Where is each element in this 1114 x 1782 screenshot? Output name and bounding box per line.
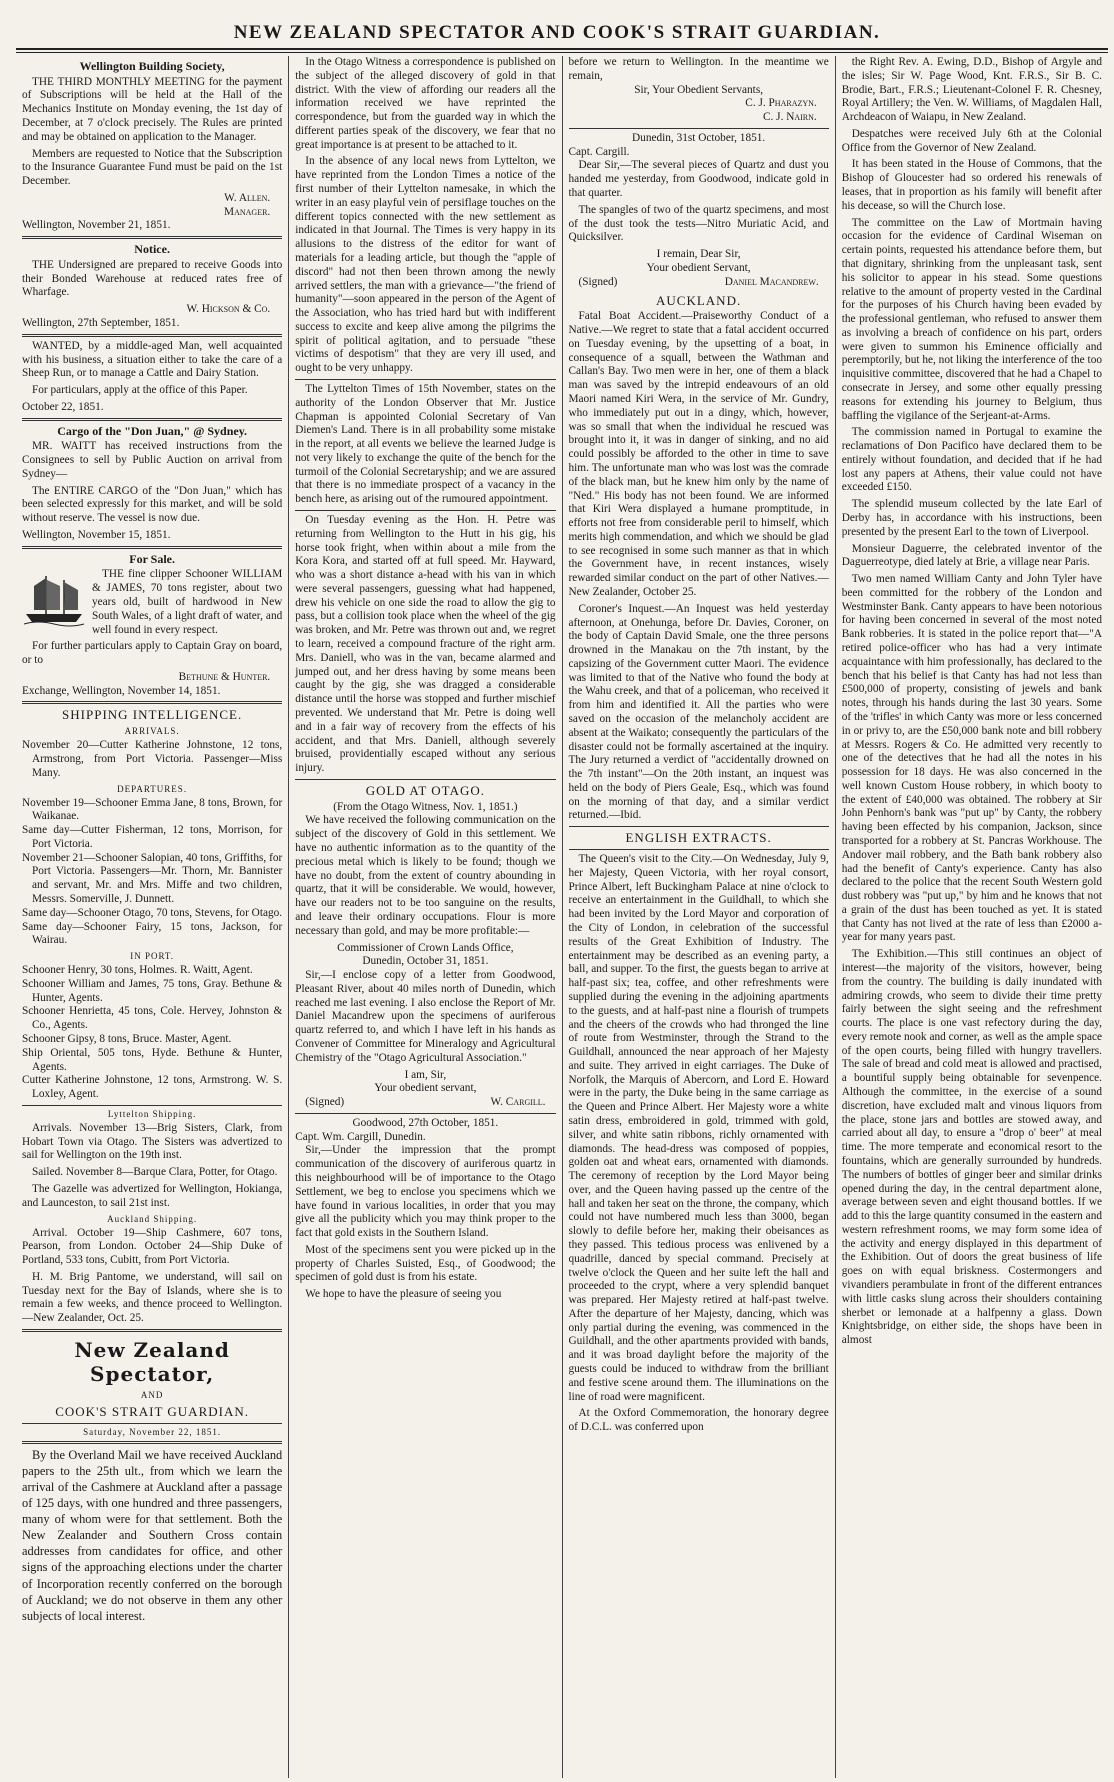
in-port-entry: Cutter Katherine Johnstone, 12 tons, Armstrong. W. S. Loxley, Agent. bbox=[22, 1074, 283, 1101]
ad-wanted-text: WANTED, by a middle-aged Man, well acquainted with his business, a situation either to take the care of a Sheep Run, or to manage a Cattle and Dairy Station. bbox=[22, 339, 283, 380]
divider bbox=[22, 1441, 282, 1444]
article-bishop-gloucester: It has been stated in the House of Commons, that the Bishop of Gloucester had so ordered his renewals of leases, that in proportion as his family will benefit after his decease, so will the Church lose. bbox=[841, 158, 1102, 212]
lyttelton-shipping-heading: Lyttelton Shipping. bbox=[107, 1108, 197, 1119]
article-oxford-degrees: the Right Rev. A. Ewing, D.D., Bishop of Argyle and the isles; Sir W. Page Wood, Knt. F.R.S., Sir B. C. Brodie, Bart., F.R.S.; Lieutenant-Colonel F. R. Chesney, Royal Artillery; the Ven. W. Williams, of Magdalen Hall, Archdeacon of Waiapu, in New Zealand. bbox=[841, 56, 1102, 124]
ad-cargo-title: Cargo of the "Don Juan," @ Sydney. bbox=[57, 423, 248, 438]
macandrew-report: Dear Sir,—The several pieces of Quartz and dust you handed me yesterday, from Goodwood, indicate gold in that quarter. bbox=[568, 159, 829, 200]
column-4 bbox=[836, 56, 1108, 1778]
article-bank-robbery: Two men named William Canty and John Tyler have been committed for the robbery of the London and Westminster Bank. Canty appears to have been notorious for having been concerned in several of the most noted Bank robberies. It is stated in the police report that—"A retired police-officer who has had a very intimate acquaintance with him professionally, has declared to the bench that his belief is that Canty has had not less than £500,000 of property, consisting of jewels and bank notes, through his hands during the last 30 years. Some of the 'trifles' in which Canty was more or less concerned in or privy to, are the £50,000 bank note and bill robbery at Messrs. Rogers & Co. He admitted very recently to one of the detectives that he had all the notes in his possession for 18 days. He was also concerned in the well known Custom House robbery, in which booty to the extent of £40,000 was obtained. The robbery at Sir John Penhorn's bank was "put up" by Canty, the robbery having been effected by his companion, Jackson, since transported for a robbery at St. Pancras Workhouse. The Andover mail robbery, and the Bath bank robbery also had the benefit of Canty's experience. Canty has also declared to the police that the recent South Western gold dust robbery was "put up," by him and he knows that not a grain of the dust has been touched as yet. It is stated that Canty has not lived at the rate of less than £2000 a-year for many years past. bbox=[841, 573, 1102, 944]
ad-cargo-date: Wellington, November 15, 1851. bbox=[22, 528, 171, 541]
article-daguerre: Monsieur Daguerre, the celebrated inventor of the Daguerreotype, died lately at Brie, a village near Paris. bbox=[841, 542, 1102, 569]
ad-signature-role: Manager. bbox=[224, 205, 271, 218]
gold-signature-row bbox=[295, 1096, 555, 1110]
goodwood-letter-2: Most of the specimens sent you were picked up in the property of Charles Suisted, Esq., of Goodwood; the specimen of gold dust is from his estate. bbox=[295, 1243, 556, 1284]
coroners-inquest: Coroner's Inquest.—An Inquest was held yesterday afternoon, at Onehunga, before Dr. Davies, Coroner, on the body of Captain David Smale, one the three persons drowned in the Manakau on the 7th instant, by the capsizing of the Government cutter Maori. The evidence was limited to that of the Native who found the body at the Wahu creek, and that of a policeman, who received it from him and identified it. All the parties who were saved on the occasion of the melancholy accident are absent at the Waikato; consequently the particulars of the disaster could not be formally ascertained at the inquiry. The Jury returned a verdict of "accidentally drowned on the 7th instant"—On the 20th instant, an inquest was held on the body of Piers Geale, Esq., which was found on the morning of that day, and a similar verdict returned.—Ibid. bbox=[568, 602, 829, 822]
ad-cargo-text: MR. WAITT has received instructions from the Consignees to sell by Public Auction on arrival from Sydney— bbox=[22, 440, 283, 480]
in-port-entry: Ship Oriental, 505 tons, Hyde. Bethune & Hunter, Agents. bbox=[22, 1046, 283, 1073]
masthead-rule bbox=[16, 48, 1108, 50]
gold-signature: W. Cargill. bbox=[490, 1096, 546, 1109]
gold-address: Commissioner of Crown Lands Office, bbox=[337, 941, 514, 954]
goodwood-recipient: Capt. Wm. Cargill, Dunedin. bbox=[295, 1130, 426, 1143]
ad-notice-text: THE Undersigned are prepared to receive Goods into their Bonded Warehouse at reduced rates free of Wharfage. bbox=[22, 258, 283, 299]
divider bbox=[22, 1423, 282, 1424]
departure-entry: November 19—Schooner Emma Jane, 8 tons, Brown, for Waikanae. bbox=[22, 796, 283, 823]
ad-building-society-title: Wellington Building Society, bbox=[79, 59, 225, 73]
article-despatches: Despatches were received July 6th at the Colonial Office from the Governor of New Zealand. bbox=[841, 127, 1102, 154]
divider bbox=[22, 546, 282, 549]
signed-label: (Signed) bbox=[305, 1096, 345, 1109]
column-3 bbox=[563, 56, 836, 1778]
in-port-entry: Schooner William and James, 75 tons, Gray. Bethune & Hunter, Agents. bbox=[22, 977, 283, 1004]
ad-date: Wellington, November 21, 1851. bbox=[22, 219, 171, 232]
schooner-ship-illustration bbox=[22, 570, 86, 628]
macandrew-closing: I remain, Dear Sir, bbox=[656, 248, 741, 261]
ad-for-sale-text: THE fine clipper Schooner WILLIAM & JAMES, 70 tons register, about two years old, built of hardwood in New South Wales, of a light draft of water, and well found in every respect. bbox=[92, 568, 283, 636]
divider bbox=[22, 1105, 282, 1106]
divider bbox=[569, 849, 829, 850]
article-exhibition: The Exhibition.—This still continues an object of interest—the majority of the visitors, however, being from the country. The building is daily inundated with admiring crowds, who seem to divide their time pretty fairly between the sight seeing and the refreshment courts. The place is one vast refectory during the day, every remote nook and corner, as well as the ample space of the open courts, being filled with hungry travellers. The sale of bread and cold meat is allowed and practised, a bountiful supply being obtainable for sevenpence. Although the committee, in the exercise of a sound discretion, have excluded malt and vinous liquors from the place, stone jars and bottles are stowed away, and carried about all day, to ensure a "drop o' beer" at meal time. The more temperate and economical resort to the fountains, which are generally surrounded by hundreds. The numbers of bottles of ginger beer and similar drinks opened during the day, in the central department alone, average between seven and eight thousand bottles. If we add to this the large quantity consumed in the eastern and western refreshment rooms, we may form some idea of the activity and energy displayed in this department of the Exhibition. Out of doors the great business of life goes on with equal briskness. Costermongers and vivandiers perambulate in front of the different entrances with little casks slung across their shoulders containing sherbet or lemonade at a halfpenny a glass. Down Knightsbridge, on either side, the shops have been in almost bbox=[841, 948, 1102, 1347]
departure-entry: Same day—Cutter Fisherman, 12 tons, Morrison, for Port Victoria. bbox=[22, 824, 283, 850]
gold-source: (From the Otago Witness, Nov. 1, 1851.) bbox=[333, 800, 518, 813]
column-2 bbox=[289, 56, 562, 1778]
divider bbox=[22, 418, 282, 421]
letter-recipient: Capt. Cargill. bbox=[568, 145, 630, 158]
divider bbox=[295, 779, 555, 780]
goodwood-letter: Sir,—Under the impression that the prompt communication of the discovery of auriferous quartz in this neighbourhood will be of importance to the Otago Settlement, we beg to enclose you specimens which we have found in various localities, in order that you may give all the publicity which you may think proper to the fact that gold exists in the Southern Island. bbox=[295, 1144, 556, 1240]
divider bbox=[295, 1113, 555, 1114]
arrivals-heading: ARRIVALS. bbox=[124, 726, 180, 737]
ad-cargo-text-2: The ENTIRE CARGO of the "Don Juan," which has been selected expressly for this market, and will be sold without reserve. The vessel is now due. bbox=[22, 484, 283, 525]
masthead-title: NEW ZEALAND SPECTATOR AND COOK'S STRAIT GUARDIAN. bbox=[233, 22, 881, 43]
ad-for-sale-title: For Sale. bbox=[129, 551, 176, 566]
gold-letter: Sir,—I enclose copy of a letter from Goodwood, Pleasant River, about 40 miles north of Dunedin, which reached me last evening. I also enclose the Report of Mr. Daniel Macandrew upon the specimens of auriferous quartz referred to, and which I have left in his hands as Convener of Committee for Mineralogy and Agricultural Chemistry of the "Otago Agricultural Association." bbox=[295, 969, 556, 1064]
goodwood-date: Goodwood, 27th October, 1851. bbox=[352, 1116, 499, 1129]
lyttelton-shipping-text-3: The Gazelle was advertized for Wellington, Hokianga, and Launceston, to sail 21st inst. bbox=[22, 1183, 283, 1209]
auckland-shipping-text: Arrival. October 19—Ship Cashmere, 607 tons, Pearson, from London. October 24—Ship Duke of Portland, 533 tons, Cubitt, from Port Victoria. bbox=[22, 1226, 283, 1267]
letter-closing: Sir, Your Obedient Servants, bbox=[634, 83, 764, 96]
paper-title-blackletter: New Zealand Spectator, bbox=[74, 1338, 230, 1387]
paper-title-and: AND bbox=[140, 1389, 164, 1400]
article-petre-accident: On Tuesday evening as the Hon. H. Petre was returning from Wellington to the Hutt in his gig, his horse took fright, when within about a mile from the Kora Kora, and started off at full speed. Mr. Hayward, who was a short distance a-head with his van in which were several passengers, guessing what had happened, drew his vehicle on one side the road to allow the gig to pass, but a collision took place when the wheel of the gig was broken, and Mr. Petre was thrown out and, we regret to learn, received a compound fracture of the right arm. Mrs. Daniell, who was in the van, became alarmed and jumped out, and her dress having by some means been caught by the gig, she was dragged a considerable distance until the horse was stopped and further mischief prevented. We understand that Mr. Petre is doing well and in a fair way of recovery from the effects of his accident, and that Mrs. Daniell, although severely bruised, providentially escaped without any serious injury. bbox=[295, 514, 556, 775]
in-port-entry: Schooner Gipsy, 8 tons, Bruce. Master, Agent. bbox=[22, 1033, 232, 1046]
letter-signature-2: C. J. Nairn. bbox=[762, 111, 817, 124]
departure-entry: Same day—Schooner Otago, 70 tons, Stevens, for Otago. bbox=[22, 906, 283, 919]
queens-visit-article: The Queen's visit to the City.—On Wednesday, July 9, her Majesty, Queen Victoria, with her royal consort, Prince Albert, left Buckingham Palace at nine o'clock to receive an entertainment in the Guildhall, to which she had been invited by the Lord Mayor and corporation of the City of London, in celebration of the successful results of the Great Exhibition of Industry. The entertainment may be described as an evening party, a ball, and supper. To the first, the guests began to arrive at half-past six; tea, coffee, and other refreshments were supplied during the evening in the adjoining apartments to the guests, and at half-past nine a flourish of trumpets and the cheers of the crowds who had thronged the line of route from Westminster, through the Strand to the Guildhall, announced the near approach of her Majesty and suite. They arrived in eight carriages. The Duke of Norfolk, the Marquis of Abercorn, and Lord E. Howard were in the party, the Duke being in the same carriage as the Queen and Prince Albert. Her Majesty wore a white satin dress, embroidered in gold, trimmed with gold, silver, and white satin ribbons, richly ornamented with diamonds. The head-dress was composed of poppies, golden oat and wheat ears, ornamented with diamonds. The ceremony of reception by the Lord Mayor being over, and the Queen having passed up the centre of the hall and taken her seat on the throne, the company, which could not have numbered much less than 3000, began slowly to defile before her, making their obeisances as they passed. This tedious process was enlivened by a quadrille, danced by special command. Precisely at twelve o'clock the Queen and her suite left the hall and proceeded to the crypt, where a very splendid banquet was prepared. Her Majesty retired at half-past twelve. After the departure of her Majesty, dancing, which was only partial during the evening, was commenced in the Guildhall, and the other apartments provided with bands, and it was broad daylight before the majority of the guests could be induced to withdraw from the brilliant and festive scene around them. The illuminations on the line of road were magnificent. bbox=[568, 853, 829, 1403]
in-port-entry: Schooner Henry, 30 tons, Holmes. R. Waitt, Agent. bbox=[22, 964, 253, 977]
divider bbox=[22, 1329, 282, 1332]
ad-notice-title: Notice. bbox=[134, 242, 170, 257]
goodwood-letter-3: We hope to have the pleasure of seeing you bbox=[305, 1288, 502, 1301]
article-earl-derby-museum: The splendid museum collected by the late Earl of Derby has, in accordance with his instructions, been presented by the present Earl to the town of Liverpool. bbox=[841, 498, 1102, 538]
columns bbox=[16, 56, 1108, 1778]
macandrew-signature: Daniel Macandrew. bbox=[724, 275, 819, 288]
in-port-heading: IN PORT. bbox=[130, 951, 175, 962]
editorial-text: By the Overland Mail we have received Auckland papers to the 25th ult., from which we learn the arrival of the Cashmere at Auckland after a passage of 125 days, with one hundred and three passengers, many of whom were for that settlement. Both the New Zealander and Southern Cross contain addresses from candidates for office, and other signs of the approaching elections under the charter of Incorporation recently conferred on the borough of Auckland; we do not observe in them any other subjects of local interest. bbox=[22, 1447, 283, 1623]
letter-signature-1: C. J. Pharazyn. bbox=[745, 97, 817, 110]
gold-intro: We have received the following communication on the subject of the discovery of Gold in this settlement. We have no authentic information as to the quantity of the precious metal which is likely to be found; though we have no doubt, from the extent of country abounding in quartz, that it will be considerable. We would, however, have our readers not to be too sanguine on the results, and leave their ordinary occupations. Flour is more necessary than gold, and may be more profitable:— bbox=[295, 814, 556, 937]
auckland-heading: AUCKLAND. bbox=[656, 292, 742, 308]
gold-address-date: Dunedin, October 31, 1851. bbox=[362, 955, 489, 968]
departures-heading: DEPARTURES. bbox=[117, 783, 188, 794]
issue-dateline: Saturday, November 22, 1851. bbox=[83, 1426, 222, 1437]
ad-building-society-text: THE THIRD MONTHLY MEETING for the payment of Subscriptions will be held at the Hall of the Mechanics Institute on Monday evening, the 1st day of December, at 7 o'clock precisely. The Rules are printed and may be obtained on application to the Manager. bbox=[22, 75, 283, 143]
article-justice-chapman: The Lyttelton Times of 15th November, states on the authority of the London Observer that Mr. Justice Chapman is appointed Colonial Secretary of Van Diemen's Land. There is in all probability some mistake in the report, at all events we believe the learned Judge is not very likely to exchange the quite of the bench for the turmoil of the Colonial Secretaryship; and we are assured that there is no immediate prospect of a vacancy in the bench here, as arising out of the rumoured appointment. bbox=[295, 382, 556, 506]
letter-date: Dunedin, 31st October, 1851. bbox=[632, 131, 766, 144]
in-port-entry: Schooner Henrietta, 45 tons, Cole. Hervey, Johnston & Co., Agents. bbox=[22, 1005, 283, 1032]
macandrew-closing-2: Your obedient Servant, bbox=[646, 261, 751, 274]
ad-signature: W. Allen. bbox=[224, 191, 271, 204]
ad-wanted-date: October 22, 1851. bbox=[22, 400, 104, 413]
divider bbox=[22, 701, 282, 704]
lyttelton-shipping-text-2: Sailed. November 8—Barque Clara, Potter, for Otago. bbox=[32, 1166, 278, 1179]
auckland-shipping-text-2: H. M. Brig Pantome, we understand, will sail on Tuesday next for the Bay of Islands, where she is to remain a few weeks, and thence proceed to Wellington.—New Zealander, Oct. 25. bbox=[22, 1270, 283, 1325]
shipping-intelligence-title: SHIPPING INTELLIGENCE. bbox=[62, 707, 243, 723]
gold-at-otago-title: GOLD AT OTAGO. bbox=[365, 782, 485, 798]
ad-for-sale-date: Exchange, Wellington, November 14, 1851. bbox=[22, 684, 221, 697]
divider bbox=[295, 379, 555, 380]
article-don-pacifico: The commission named in Portugal to examine the reclamations of Don Pacifico have declared them to be entirely without foundation, and decided that if he had lost any papers at Athens, their value could not have exceeded £150. bbox=[841, 426, 1102, 494]
ad-for-sale-text-2: For further particulars apply to Captain Gray on board, or to bbox=[22, 640, 283, 667]
ad-building-society-text-2: Members are requested to Notice that the Subscription to the Insurance Guarantee Fund must be paid on the 1st December. bbox=[22, 147, 283, 188]
divider bbox=[569, 128, 829, 129]
divider bbox=[295, 510, 555, 511]
editorial bbox=[22, 1447, 282, 1624]
macandrew-report-2: The spangles of two of the quartz specimens, and most of the dust took the tests—Nitro Muriatic Acid, and Quicksilver. bbox=[568, 203, 829, 244]
column-1 bbox=[16, 56, 289, 1778]
divider bbox=[569, 826, 829, 827]
gold-closing-2: Your obedient servant, bbox=[374, 1082, 477, 1095]
departure-entry: November 21—Schooner Salopian, 40 tons, Griffiths, for Port Victoria. Passengers—Mr. Thorn, Mr. Bannister and servant, Mr. and Mrs. Miffe and two children, Messrs. Somerville, J. Dunnett. bbox=[22, 851, 283, 906]
arrivals-entry: November 20—Cutter Katherine Johnstone, 12 tons, Armstrong, from Port Victoria. Passenger—Miss Many. bbox=[22, 739, 283, 779]
paper-subtitle: COOK'S STRAIT GUARDIAN. bbox=[55, 1403, 249, 1419]
ad-notice-signature: W. Hickson & Co. bbox=[186, 303, 271, 316]
article-mortmain: The committee on the Law of Mortmain having occasion for the evidence of Cardinal Wiseman on certain points, requested his attendance before them, but that dignitary, shrinking from the unpleasant task, sent his solicitor to appear in his stead. Some questions relative to the amount of property vested in the Cardinal for the purposes of his Church having been evaded by the professional gentleman, who refused to answer them as involving a breach of confidence on his part, orders were given to summon his Eminence officially and peremptorily, but he, not liking the interference of the too inquisitive committee, discovered that he had a Chapel to consecrate in Jersey, and some other equally pressing reasons for extending his journey to Belgium, thus baffling the vigilance of the Serjeant-at-Arms. bbox=[841, 216, 1102, 422]
article-otago-witness: In the Otago Witness a correspondence is published on the subject of the alleged discovery of gold in that district. With the view of affording our readers all the information received we have reprinted the correspondence, but from the guarded way in which the different parties speak of the discovery, we fear that no great importance is at present to be attached to it. bbox=[295, 56, 556, 151]
gold-closing: I am, Sir, bbox=[404, 1068, 447, 1081]
auckland-shipping-heading: Auckland Shipping. bbox=[107, 1213, 198, 1224]
fatal-boat-accident: Fatal Boat Accident.—Praiseworthy Conduct of a Native.—We regret to state that a fatal accident occurred on Tuesday evening, by the upsetting of a boat, in consequence of a squall, between the Wathman and Callan's Bay. Two men were in her, one of them a black man was saved by the intrepid endeavours of an old Maori named Kiri Wera, in the service of Mr. Gundry, who immediately put out in a dingy, which, however, was so small that when the individual he rescued was brought into it, it was in danger of sinking, and no aid could possibly be afforded to the other in time to save him. The unfortunate man who was lost was the comrade of the black man, but he knew him only by the name of "Ned." His body has not been found. We are informed that Kiri Wera displayed a humane promptitude, in efforts not free from considerable peril to himself, which merits high commendation, and which we should be glad to see recognised in some such manner as that in which the Government have, in recent instances, wisely rewarded similar conduct on the part of other Natives.—New Zealander, October 25. bbox=[568, 310, 829, 598]
english-extracts-heading: ENGLISH EXTRACTS. bbox=[625, 830, 772, 846]
divider bbox=[22, 236, 282, 239]
oxford-commemoration: At the Oxford Commemoration, the honorary degree of D.C.L. was conferred upon bbox=[568, 1407, 829, 1434]
macandrew-signature-row bbox=[569, 276, 829, 290]
ad-notice-date: Wellington, 27th September, 1851. bbox=[22, 316, 180, 329]
letter-continuation: before we return to Wellington. In the meantime we remain, bbox=[568, 56, 829, 82]
article-lyttelton-times: In the absence of any local news from Lyttelton, we have reprinted from the London Times a notice of the first number of their Lyttelton namesake, in which the writer in an easy playful vein of persiflage touches on the different topics connected with the new settlement as indicated in that Journal. The Times is very happy in its allusions to the distress of the editor for want of materials for a leading article, but though the "apple of discord" had not then been thrown among the newly arrived settlers, the man with a grievance—"the friend of humanity"—soon appeared in the person of the Agent of the Association, who has tried hard but with indifferent success to excite and keep alive among the pilgrims the spirit of political agitation, and to persuade "these victims of despotism" that they are very ill used, and ought to be very unhappy. bbox=[295, 155, 556, 375]
masthead-rule-thin bbox=[16, 52, 1108, 53]
ad-for-sale-signature: Bethune & Hunter. bbox=[178, 670, 271, 683]
departure-entry: Same day—Schooner Fairy, 15 tons, Jackson, for Wairau. bbox=[22, 920, 283, 947]
lyttelton-shipping-text: Arrivals. November 13—Brig Sisters, Clark, from Hobart Town via Otago. The Sisters was advertized to sail for Wellington on the 19th inst. bbox=[22, 1121, 283, 1162]
divider bbox=[22, 334, 282, 337]
signed-label: (Signed) bbox=[578, 275, 618, 288]
ad-wanted-text-2: For particulars, apply at the office of this Paper. bbox=[32, 384, 248, 397]
